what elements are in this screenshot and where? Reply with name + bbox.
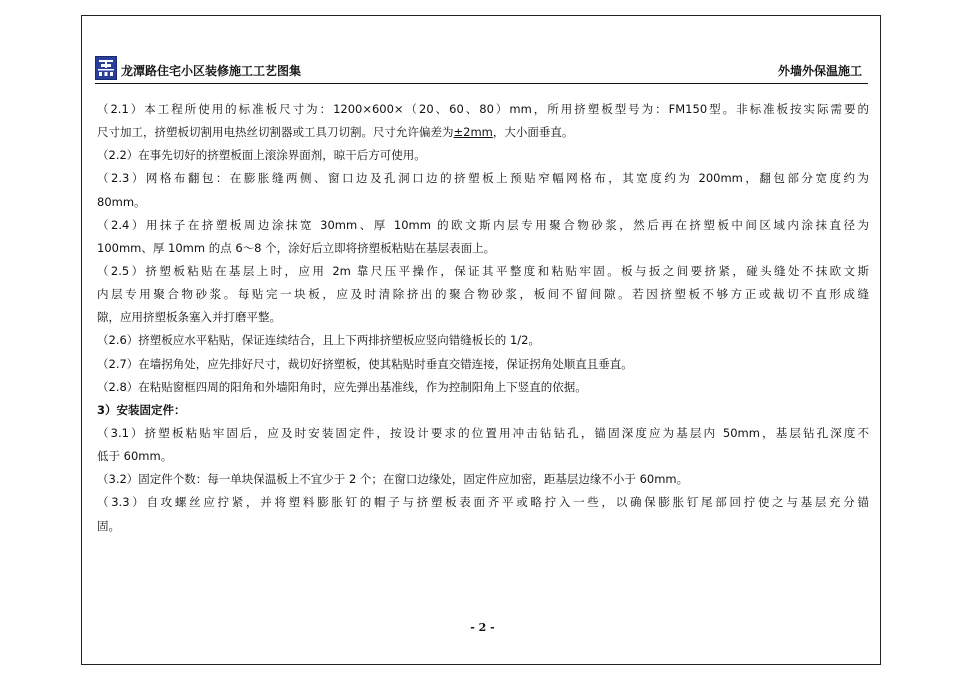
document-title: 龙潭路住宅小区装修施工工艺图集 bbox=[121, 64, 302, 78]
page-number: - 2 - bbox=[470, 621, 495, 634]
paragraph-2-5-line-1: （2.5）挤塑板粘贴在基层上时，应用 2m 靠尺压平操作，保证其平整度和粘贴牢固。板与扳之间要挤紧，碰头缝处不抹欧文斯 bbox=[97, 263, 869, 278]
paragraph-3-3-line-2: 固。 bbox=[97, 518, 120, 533]
paragraph-2-2: （2.2）在事先切好的挤塑板面上滚涂界面剂，晾干后方可使用。 bbox=[97, 148, 426, 163]
text-run: 尺寸加工，挤塑板切割用电热丝切割器或工具刀切割。尺寸允许偏差为 bbox=[97, 125, 454, 140]
tolerance-value: ±2mm bbox=[453, 125, 493, 140]
company-logo bbox=[95, 56, 117, 80]
paragraph-2-1-line-1: （2.1）本工程所使用的标准板尺寸为：1200×600×（20、60、80）mm，所用挤塑板型号为：FM150型。非标准板按实际需要的 bbox=[97, 102, 869, 116]
paragraph-2-3-line-2: 80mm。 bbox=[97, 194, 146, 209]
paragraph-2-7: （2.7）在墙拐角处，应先排好尺寸，裁切好挤塑板，使其粘贴时垂直交错连接，保证拐角处顺直且垂直。 bbox=[97, 356, 633, 371]
section-title: 外墙外保温施工 bbox=[777, 64, 862, 78]
paragraph-2-5-line-3: 隙，应用挤塑板条塞入并打磨平整。 bbox=[97, 310, 281, 325]
paragraph-2-1-line-2 bbox=[97, 121, 869, 144]
paragraph-3-1-line-2: 低于 60mm。 bbox=[97, 449, 173, 464]
section-heading-3: 3）安装固定件： bbox=[97, 402, 186, 417]
paragraph-3-1-line-1: （3.1）挤塑板粘贴牢固后，应及时安装固定件，按设计要求的位置用冲击钻钻孔，锚固深度应为基层内 50mm，基层钻孔深度不 bbox=[97, 425, 869, 440]
paragraph-2-4-line-2: 100mm、厚 10mm 的点 6～8 个，涂好后立即将挤塑板粘贴在基层表面上。 bbox=[97, 240, 496, 255]
page-content bbox=[97, 98, 869, 538]
page-header bbox=[95, 55, 868, 84]
paragraph-2-4-line-1: （2.4）用抹子在挤塑板周边涂抹宽 30mm、厚 10mm 的欧文斯内层专用聚合物砂浆，然后再在挤塑板中间区域内涂抹直径为 bbox=[97, 217, 869, 232]
paragraph-3-3-line-1: （3.3）自攻螺丝应拧紧，并将塑料膨胀钉的帽子与挤塑板表面齐平或略拧入一些，以确保膨胀钉尾部回拧使之与基层充分锚 bbox=[97, 495, 869, 510]
paragraph-2-3-line-1: （2.3）网格布翻包：在膨胀缝两侧、窗口边及孔洞口边的挤塑板上预贴窄幅网格布，其宽度约为 200mm，翻包部分宽度约为 bbox=[97, 171, 869, 186]
paragraph-2-8: （2.8）在粘贴窗框四周的阳角和外墙阳角时，应先弹出基准线，作为控制阳角上下竖直的依据。 bbox=[97, 379, 587, 394]
text-run: ，大小面垂直。 bbox=[492, 125, 574, 140]
paragraph-2-5-line-2: 内层专用聚合物砂浆。每贴完一块板，应及时清除挤出的聚合物砂浆，板间不留间隙。若因挤塑板不够方正或裁切不直形成缝 bbox=[97, 287, 869, 302]
paragraph-3-2: （3.2）固定件个数：每一单块保温板上不宜少于 2 个；在窗口边缘处，固定件应加密，距基层边缘不小于 60mm。 bbox=[97, 472, 689, 487]
paragraph-2-6: （2.6）挤塑板应水平粘贴，保证连续结合，且上下两排挤塑板应竖向错缝板长的 1/2。 bbox=[97, 333, 540, 348]
